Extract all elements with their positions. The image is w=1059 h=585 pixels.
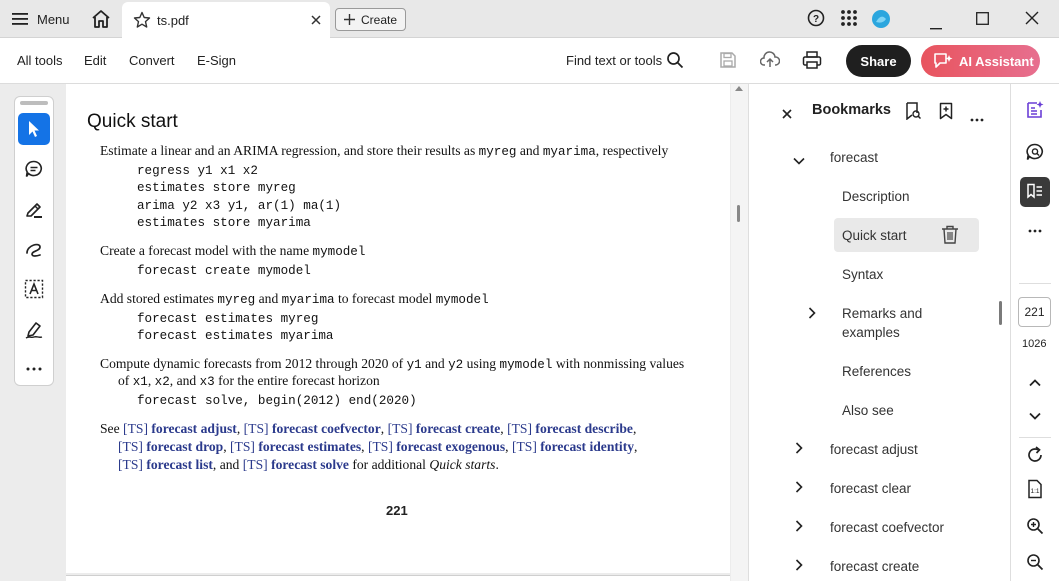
search-icon[interactable]	[666, 51, 684, 74]
bookmark-item[interactable]: References	[842, 364, 912, 379]
select-tool[interactable]	[18, 113, 50, 145]
share-label: Share	[860, 53, 897, 69]
code-line: estimates store myreg	[137, 181, 296, 195]
scroll-up-arrow-icon[interactable]	[735, 86, 743, 91]
text-box-tool[interactable]	[18, 273, 50, 305]
chevron-right-icon[interactable]	[808, 306, 816, 324]
ai-assistant-label: AI Assistant	[959, 53, 1034, 69]
print-icon[interactable]	[802, 51, 822, 74]
close-panel-icon[interactable]	[782, 106, 792, 124]
code-line: regress y1 x1 x2	[137, 164, 258, 178]
ts-link[interactable]: [TS] forecast exogenous	[367, 439, 506, 454]
ts-link[interactable]: [TS] forecast drop	[118, 439, 224, 454]
chevron-down-icon[interactable]	[793, 152, 805, 170]
zoom-in-icon	[1026, 517, 1044, 535]
divider	[1019, 283, 1051, 284]
avatar[interactable]	[871, 9, 891, 34]
add-bookmark-icon[interactable]	[939, 102, 953, 125]
code-line: forecast solve, begin(2012) end(2020)	[137, 394, 417, 408]
code-line: arima y2 x3 y1, ar(1) ma(1)	[137, 199, 342, 213]
all-tools-menu[interactable]: All tools	[17, 53, 63, 68]
more-tools-button[interactable]	[18, 353, 50, 385]
fit-page-icon	[1027, 479, 1043, 499]
paragraph-compute-cont: of x1, x2, and x3 for the entire forecast horizon	[118, 373, 380, 389]
bookmarks-panel	[748, 84, 1010, 581]
highlight-tool[interactable]	[18, 193, 50, 225]
create-button[interactable]	[335, 8, 406, 31]
zoom-out-button[interactable]	[1020, 547, 1050, 577]
see-also-line-1: See [TS] forecast adjust, [TS] forecast coefvector, [TS] forecast create, [TS] forecast describe,	[100, 421, 637, 436]
comments-button[interactable]	[1020, 137, 1050, 167]
highlighter-icon	[24, 199, 44, 219]
ts-link[interactable]: [TS] forecast create	[387, 421, 501, 436]
page-number: 221	[386, 503, 408, 518]
chevron-right-icon[interactable]	[795, 558, 803, 576]
bookmarks-title: Bookmarks	[812, 102, 891, 118]
code-line: forecast create mymodel	[137, 264, 311, 278]
ts-link[interactable]: [TS] forecast describe	[507, 421, 633, 436]
section-title: Quick start	[87, 111, 178, 132]
menu-label: Menu	[37, 11, 70, 27]
rotate-icon	[1026, 446, 1044, 464]
bookmark-item[interactable]: forecast create	[830, 559, 920, 574]
ai-assistant-icon	[933, 52, 953, 70]
document-scrollbar[interactable]	[731, 84, 748, 581]
paragraph-create: Create a forecast model with the name mymodel	[100, 243, 366, 259]
trash-icon[interactable]	[941, 225, 959, 249]
sign-tool[interactable]	[18, 313, 50, 345]
create-label: Create	[360, 12, 398, 27]
esign-menu[interactable]: E-Sign	[197, 53, 237, 68]
text-box-icon	[24, 279, 44, 299]
bookmark-item[interactable]: Quick start	[842, 228, 907, 243]
tab-title: ts.pdf	[157, 13, 189, 28]
see-also-line-3: [TS] forecast list, and [TS] forecast solve for additional Quick starts.	[118, 457, 499, 472]
next-page-edge	[66, 575, 730, 585]
chevron-down-icon	[1029, 412, 1041, 420]
minimize-icon[interactable]	[930, 17, 942, 35]
current-page: 221	[1024, 305, 1045, 319]
quick-tools-rail	[14, 96, 54, 386]
sign-pen-icon	[24, 319, 44, 339]
save-icon[interactable]	[719, 51, 737, 74]
bookmark-item[interactable]: Remarks and	[842, 306, 923, 321]
chevron-right-icon[interactable]	[795, 480, 803, 498]
paragraph-compute: Compute dynamic forecasts from 2012 through 2020 of y1 and y2 using mymodel with nonmissing values	[100, 356, 685, 372]
fit-page-button[interactable]	[1020, 474, 1050, 504]
star-icon[interactable]	[133, 11, 151, 34]
paragraph-estimate: Estimate a linear and an ARIMA regression, and store their results as myreg and myarima, respectively	[100, 143, 669, 159]
convert-menu[interactable]: Convert	[129, 53, 175, 68]
close-tab-icon[interactable]	[310, 13, 322, 31]
ts-link[interactable]: [TS] forecast coefvector	[243, 421, 381, 436]
bookmark-item[interactable]: forecast adjust	[830, 442, 918, 457]
rotate-button[interactable]	[1020, 440, 1050, 470]
maximize-icon[interactable]	[976, 12, 989, 30]
svg-text:1:1: 1:1	[1030, 488, 1040, 495]
total-pages: 1026	[1022, 338, 1047, 350]
more-panels-button[interactable]	[1020, 216, 1050, 246]
rail-drag-handle[interactable]	[20, 101, 48, 105]
draw-tool[interactable]	[18, 233, 50, 265]
chevron-right-icon[interactable]	[795, 519, 803, 537]
svg-text:?: ?	[812, 14, 820, 25]
main-toolbar	[0, 38, 1059, 84]
close-window-icon[interactable]	[1025, 11, 1039, 30]
hamburger-icon	[12, 13, 28, 25]
bookmark-list-icon	[1026, 183, 1044, 201]
bookmarks-scrollbar-thumb[interactable]	[999, 301, 1002, 325]
right-side-rail	[1010, 84, 1059, 581]
bookmark-item-cont[interactable]: examples	[842, 325, 900, 340]
help-icon[interactable]	[807, 9, 825, 32]
home-button[interactable]	[90, 8, 112, 30]
pdf-page	[66, 84, 730, 573]
bookmark-item[interactable]: forecast clear	[830, 481, 912, 496]
divider	[1019, 437, 1051, 438]
edit-menu[interactable]: Edit	[84, 53, 107, 68]
scrollbar-thumb[interactable]	[737, 205, 740, 222]
bookmark-item[interactable]: Description	[842, 189, 910, 204]
chevron-up-icon	[1029, 379, 1041, 387]
next-page-button[interactable]	[1020, 401, 1050, 431]
bookmark-item[interactable]: forecast	[830, 150, 879, 165]
code-line: forecast estimates myreg	[137, 312, 319, 326]
cloud-upload-icon[interactable]	[760, 51, 780, 74]
freehand-draw-icon	[24, 239, 44, 259]
ai-assistant-button[interactable]	[921, 45, 1040, 77]
zoom-in-button[interactable]	[1020, 511, 1050, 541]
ai-summary-button[interactable]	[1020, 95, 1050, 125]
document-workspace	[0, 84, 748, 581]
comment-search-icon	[1025, 142, 1045, 162]
ai-document-icon	[1025, 100, 1045, 120]
home-icon	[90, 8, 112, 30]
more-horizontal-icon	[1028, 229, 1042, 233]
title-bar	[0, 0, 1059, 38]
ts-link[interactable]: [TS] forecast estimates	[230, 439, 362, 454]
plus-icon	[344, 14, 355, 25]
document-tab[interactable]	[122, 2, 330, 38]
ts-link[interactable]: [TS] forecast adjust	[123, 421, 237, 436]
menu-button[interactable]	[12, 8, 70, 30]
bookmark-item[interactable]: forecast coefvector	[830, 520, 945, 535]
bookmark-item[interactable]: Also see	[842, 403, 894, 418]
paragraph-add: Add stored estimates myreg and myarima to forecast model mymodel	[100, 291, 489, 307]
code-line: estimates store myarima	[137, 216, 311, 230]
more-horizontal-icon	[26, 367, 42, 371]
more-options-icon[interactable]	[970, 109, 984, 127]
bookmark-search-icon[interactable]	[905, 102, 921, 125]
ts-link[interactable]: [TS] forecast list	[118, 457, 213, 472]
apps-grid-icon[interactable]	[840, 9, 858, 32]
zoom-out-icon	[1026, 553, 1044, 571]
chevron-right-icon[interactable]	[795, 441, 803, 459]
code-line: forecast estimates myarima	[137, 329, 334, 343]
ts-link[interactable]: [TS] forecast identity	[511, 439, 635, 454]
previous-page-button[interactable]	[1020, 368, 1050, 398]
ts-link[interactable]: [TS] forecast solve	[242, 457, 349, 472]
find-text-label[interactable]: Find text or tools	[566, 53, 663, 68]
see-also-line-2: [TS] forecast drop, [TS] forecast estimates, [TS] forecast exogenous, [TS] forecast identity,	[118, 439, 638, 454]
comment-tool[interactable]	[18, 153, 50, 185]
bookmarks-button[interactable]	[1020, 177, 1050, 207]
page-number-input[interactable]	[1018, 297, 1051, 327]
comment-icon	[24, 159, 44, 179]
cursor-icon	[26, 120, 42, 138]
bookmark-item[interactable]: Syntax	[842, 267, 884, 282]
share-button[interactable]	[846, 45, 911, 77]
